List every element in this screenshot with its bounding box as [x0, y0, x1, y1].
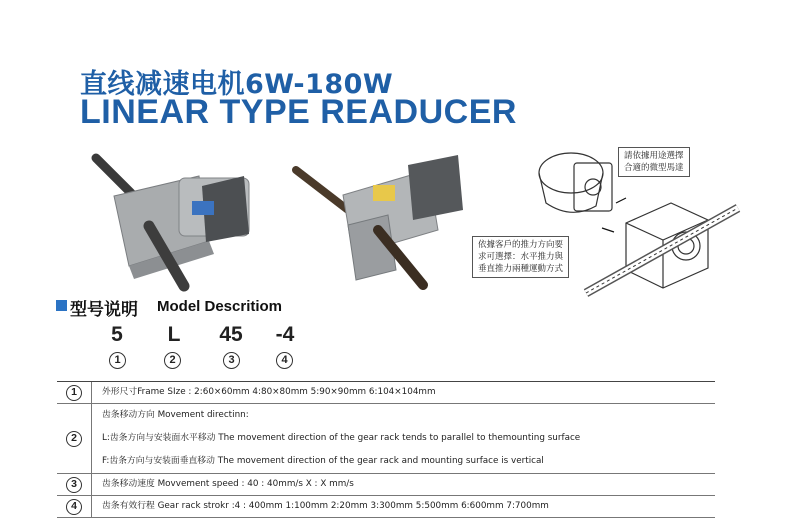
row-number-badge: 3 — [66, 477, 82, 493]
callout-motor-selection: 請依據用途選擇 合適的微型馬達 — [618, 147, 690, 177]
spec-row-movement-speed — [57, 474, 715, 496]
linear-reducer-line-diagram — [476, 128, 746, 308]
spec-line: 齿条移动速度 Movvement speed : 40 : 40mm/s X : X mm/s — [102, 479, 354, 489]
spec-line: 齿条移动方向 Movement directinn: — [102, 410, 249, 420]
spec-line: 外形尺寸Frame SIze : 2:60×60mm 4:80×80mm 5:90×90mm 6:104×104mm — [102, 387, 436, 397]
page-title-chinese: 直线减速电机6W-180W — [80, 69, 394, 100]
product-photo-vertical — [288, 150, 468, 290]
model-marker-4: 4 — [276, 352, 293, 369]
gear-rack-rod-upper — [296, 170, 348, 210]
spec-table — [57, 381, 715, 518]
row-number-badge: 1 — [66, 385, 82, 401]
model-heading-english: Model Descritiom — [157, 298, 283, 315]
spec-line: L:齿条方向与安装面水平移动 The movement direction of the gear rack tends to parallel to themounting surface — [102, 433, 581, 443]
section-marker-square — [56, 300, 67, 311]
gear-rack-sketch — [586, 208, 738, 293]
motor-sketch — [539, 153, 612, 212]
model-code-speed: 45 — [219, 323, 243, 346]
model-marker-1: 1 — [109, 352, 126, 369]
spec-row-stroke — [57, 496, 715, 518]
model-heading-chinese: 型号说明 — [70, 300, 138, 320]
page-title-english: LINEAR TYPE READUCER — [80, 93, 517, 131]
model-marker-3: 3 — [223, 352, 240, 369]
model-code-frame: 5 — [111, 323, 123, 346]
spec-row-movement-direction — [57, 404, 715, 474]
model-marker-2: 2 — [164, 352, 181, 369]
direction-arrows — [602, 198, 626, 232]
row-number-badge: 4 — [66, 499, 82, 515]
product-photo-horizontal — [84, 146, 264, 296]
row-number-badge: 2 — [66, 431, 82, 447]
spec-line: F:齿条方向与安装面垂直移动 The movement direction of the gear rack and mounting surface is vertical — [102, 456, 544, 466]
model-code-direction: L — [167, 323, 181, 346]
spec-line: 齿条有效行程 Gear rack strokr :4 : 400mm 1:100mm 2:20mm 3:300mm 5:500mm 6:600mm 7:700mm — [102, 501, 549, 511]
model-code-stroke: -4 — [275, 323, 295, 346]
spec-row-frame-size — [57, 382, 715, 404]
callout-thrust-direction: 依據客戶的推力方向要 求可選擇：水平推力與 垂直推力兩種運動方式 — [472, 236, 569, 278]
